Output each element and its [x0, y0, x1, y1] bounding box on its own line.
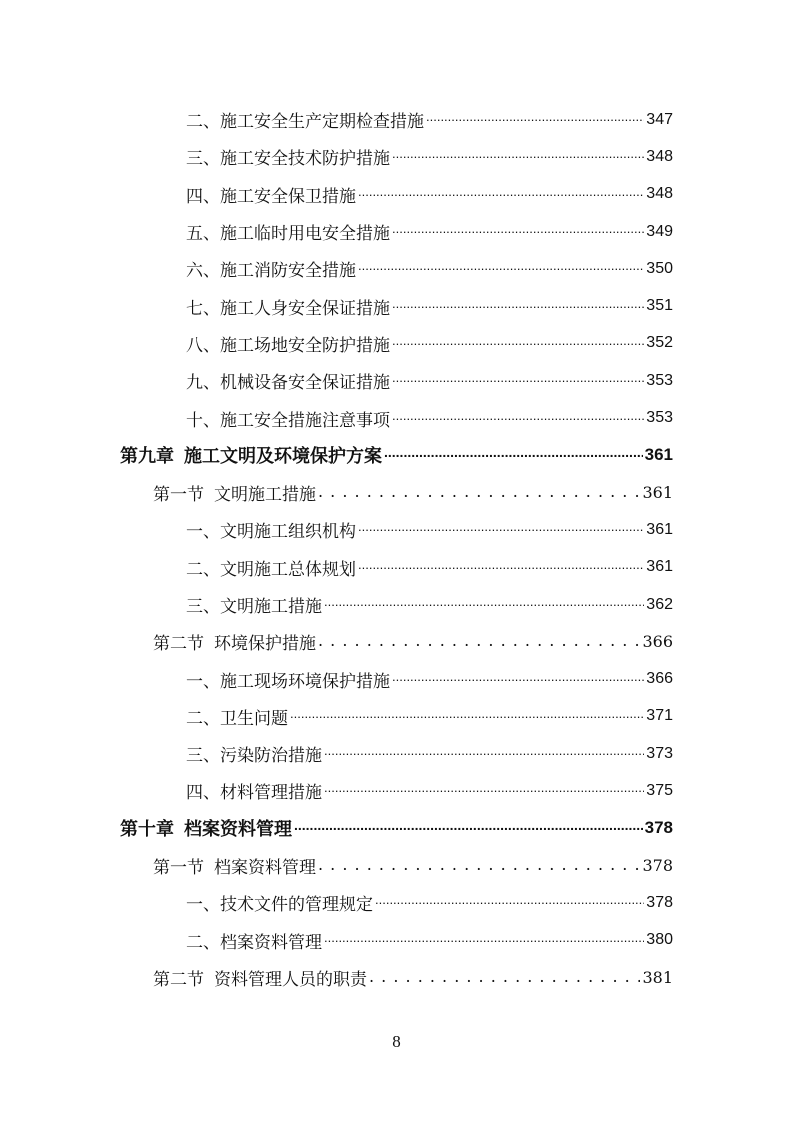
- toc-dot-leader: [375, 894, 644, 911]
- toc-entry[interactable]: [0, 325, 793, 362]
- toc-entry-page: 361: [646, 520, 673, 538]
- toc-section-entry[interactable]: [0, 474, 793, 511]
- toc-dot-leader: [324, 932, 644, 949]
- toc-entry-number: 一、: [186, 671, 220, 692]
- toc-entry-title: 机械设备安全保证措施: [220, 373, 390, 394]
- toc-entry-number: 第九章: [120, 446, 174, 468]
- toc-entry-number: 二、: [186, 708, 220, 729]
- toc-entry[interactable]: [0, 362, 793, 399]
- toc-entry-number: 二、: [186, 932, 220, 953]
- toc-dot-leader: [294, 819, 643, 837]
- toc-entry[interactable]: [0, 660, 793, 697]
- toc-entry-page: 347: [646, 110, 673, 128]
- toc-entry[interactable]: [0, 101, 793, 138]
- toc-entry-title: 施工现场环境保护措施: [220, 671, 390, 692]
- toc-entry-number: 第一节: [153, 485, 204, 506]
- toc-entry-title: 施工安全措施注意事项: [220, 410, 390, 431]
- toc-entry[interactable]: [0, 250, 793, 287]
- toc-dot-leader: [392, 148, 644, 165]
- toc-section-entry[interactable]: [0, 623, 793, 660]
- toc-dot-leader: [290, 708, 644, 725]
- toc-entry-title: 技术文件的管理规定: [220, 895, 373, 916]
- toc-entry-number: 一、: [186, 522, 220, 543]
- toc-entry-number: 五、: [186, 224, 220, 245]
- toc-section-entry[interactable]: [0, 847, 793, 884]
- toc-entry[interactable]: [0, 772, 793, 809]
- toc-entry[interactable]: [0, 176, 793, 213]
- toc-entry-number: 十、: [186, 410, 220, 431]
- toc-entry-title: 施工临时用电安全措施: [220, 224, 390, 245]
- toc-entry-page: 373: [646, 744, 673, 762]
- toc-dot-leader: [324, 782, 644, 799]
- toc-entry-page: 348: [646, 147, 673, 165]
- toc-entry-number: 第二节: [153, 634, 204, 655]
- toc-entry-page: 349: [646, 222, 673, 240]
- toc-entry-title: 施工场地安全防护措施: [220, 335, 390, 356]
- toc-entry[interactable]: [0, 698, 793, 735]
- toc-entry-number: 九、: [186, 373, 220, 394]
- toc-entry-page: 350: [646, 259, 673, 277]
- toc-entry-number: 二、: [186, 112, 220, 133]
- toc-entry-title: 档案资料管理: [220, 932, 322, 953]
- toc-section-entry[interactable]: [0, 959, 793, 996]
- toc-dot-leader: [392, 335, 644, 352]
- toc-dot-leader: [426, 111, 644, 128]
- toc-chapter-entry[interactable]: [0, 810, 793, 847]
- toc-entry-title: 文明施工措施: [214, 485, 316, 506]
- toc-dot-leader: [318, 857, 640, 874]
- toc-entry-title: 施工文明及环境保护方案: [184, 446, 382, 468]
- toc-dot-leader: [392, 223, 644, 240]
- toc-entry-number: 二、: [186, 559, 220, 580]
- toc-entry[interactable]: [0, 213, 793, 250]
- toc-entry-page: 351: [646, 297, 673, 315]
- toc-entry-number: 第一节: [153, 858, 204, 879]
- toc-dot-leader: [392, 410, 644, 427]
- toc-entry-title: 环境保护措施: [214, 634, 316, 655]
- toc-entry-page: 361: [642, 483, 673, 503]
- toc-dot-leader: [358, 260, 644, 277]
- toc-entry-page: 380: [646, 931, 673, 949]
- toc-entry-number: 第十章: [120, 819, 174, 841]
- toc-entry-page: 366: [642, 632, 673, 652]
- toc-entry-title: 文明施工措施: [220, 597, 322, 617]
- toc-entry-number: 八、: [186, 335, 220, 356]
- toc-entry-number: 六、: [186, 261, 220, 282]
- toc-entry-page: 366: [646, 670, 673, 688]
- page-number: 8: [392, 1032, 401, 1051]
- toc-chapter-entry[interactable]: [0, 437, 793, 474]
- toc-dot-leader: [324, 745, 644, 762]
- toc-entry-number: 三、: [186, 149, 220, 170]
- toc-entry[interactable]: [0, 399, 793, 436]
- toc-entry-title: 档案资料管理: [214, 858, 316, 879]
- toc-entry[interactable]: [0, 922, 793, 959]
- toc-dot-leader: [384, 446, 643, 464]
- toc-dot-leader: [369, 969, 640, 986]
- toc-entry-title: 施工安全生产定期检查措施: [220, 112, 424, 133]
- toc-dot-leader: [392, 671, 644, 688]
- toc-entry-page: 362: [646, 595, 673, 613]
- toc-dot-leader: [358, 521, 644, 538]
- toc-entry-number: 四、: [186, 783, 220, 804]
- toc-entry-title: 施工人身安全保证措施: [220, 298, 390, 319]
- toc-entry-page: 353: [646, 371, 673, 389]
- toc-entry-title: 污染防治措施: [220, 746, 322, 767]
- toc-entry-number: 一、: [186, 895, 220, 916]
- toc-entry-title: 材料管理措施: [220, 783, 322, 804]
- toc-entry[interactable]: [0, 586, 793, 623]
- toc-entry[interactable]: [0, 287, 793, 324]
- toc-entry-title: 施工安全技术防护措施: [220, 149, 390, 170]
- toc-dot-leader: [318, 633, 640, 650]
- toc-entry-number: 三、: [186, 597, 220, 617]
- toc-dot-leader: [392, 298, 644, 315]
- toc-entry-title: 资料管理人员的职责: [214, 969, 367, 990]
- toc-entry-page: 378: [644, 818, 673, 838]
- toc-entry-page: 361: [646, 558, 673, 576]
- toc-dot-leader: [392, 372, 644, 389]
- toc-entry[interactable]: [0, 884, 793, 921]
- toc-entry-title: 施工安全保卫措施: [220, 186, 356, 207]
- toc-entry[interactable]: [0, 735, 793, 772]
- toc-entry-number: 四、: [186, 186, 220, 207]
- toc-entry-page: 352: [646, 334, 673, 352]
- toc-dot-leader: [318, 484, 640, 501]
- toc-entry-number: 三、: [186, 746, 220, 767]
- toc-entry-page: 378: [642, 856, 673, 876]
- toc-entry-title: 文明施工组织机构: [220, 522, 356, 543]
- toc-entry-page: 361: [644, 445, 673, 465]
- toc-entry-title: 档案资料管理: [184, 819, 292, 841]
- toc-dot-leader: [358, 186, 644, 203]
- toc-entry-page: 353: [646, 409, 673, 427]
- toc-entry-page: 381: [642, 967, 673, 987]
- toc-entry-page: 371: [646, 707, 673, 725]
- toc-dot-leader: [324, 596, 644, 613]
- toc-entry-title: 卫生问题: [220, 708, 288, 729]
- table-of-contents: [0, 101, 793, 996]
- toc-entry-number: 第二节: [153, 969, 204, 990]
- toc-dot-leader: [358, 559, 644, 576]
- toc-entry-page: 378: [646, 893, 673, 911]
- toc-entry-number: 七、: [186, 298, 220, 319]
- toc-entry-page: 375: [646, 781, 673, 799]
- toc-entry[interactable]: [0, 138, 793, 175]
- toc-entry[interactable]: [0, 511, 793, 548]
- toc-entry-page: 348: [646, 185, 673, 203]
- toc-entry-title: 文明施工总体规划: [220, 559, 356, 580]
- toc-entry-title: 施工消防安全措施: [220, 261, 356, 282]
- toc-entry[interactable]: [0, 549, 793, 586]
